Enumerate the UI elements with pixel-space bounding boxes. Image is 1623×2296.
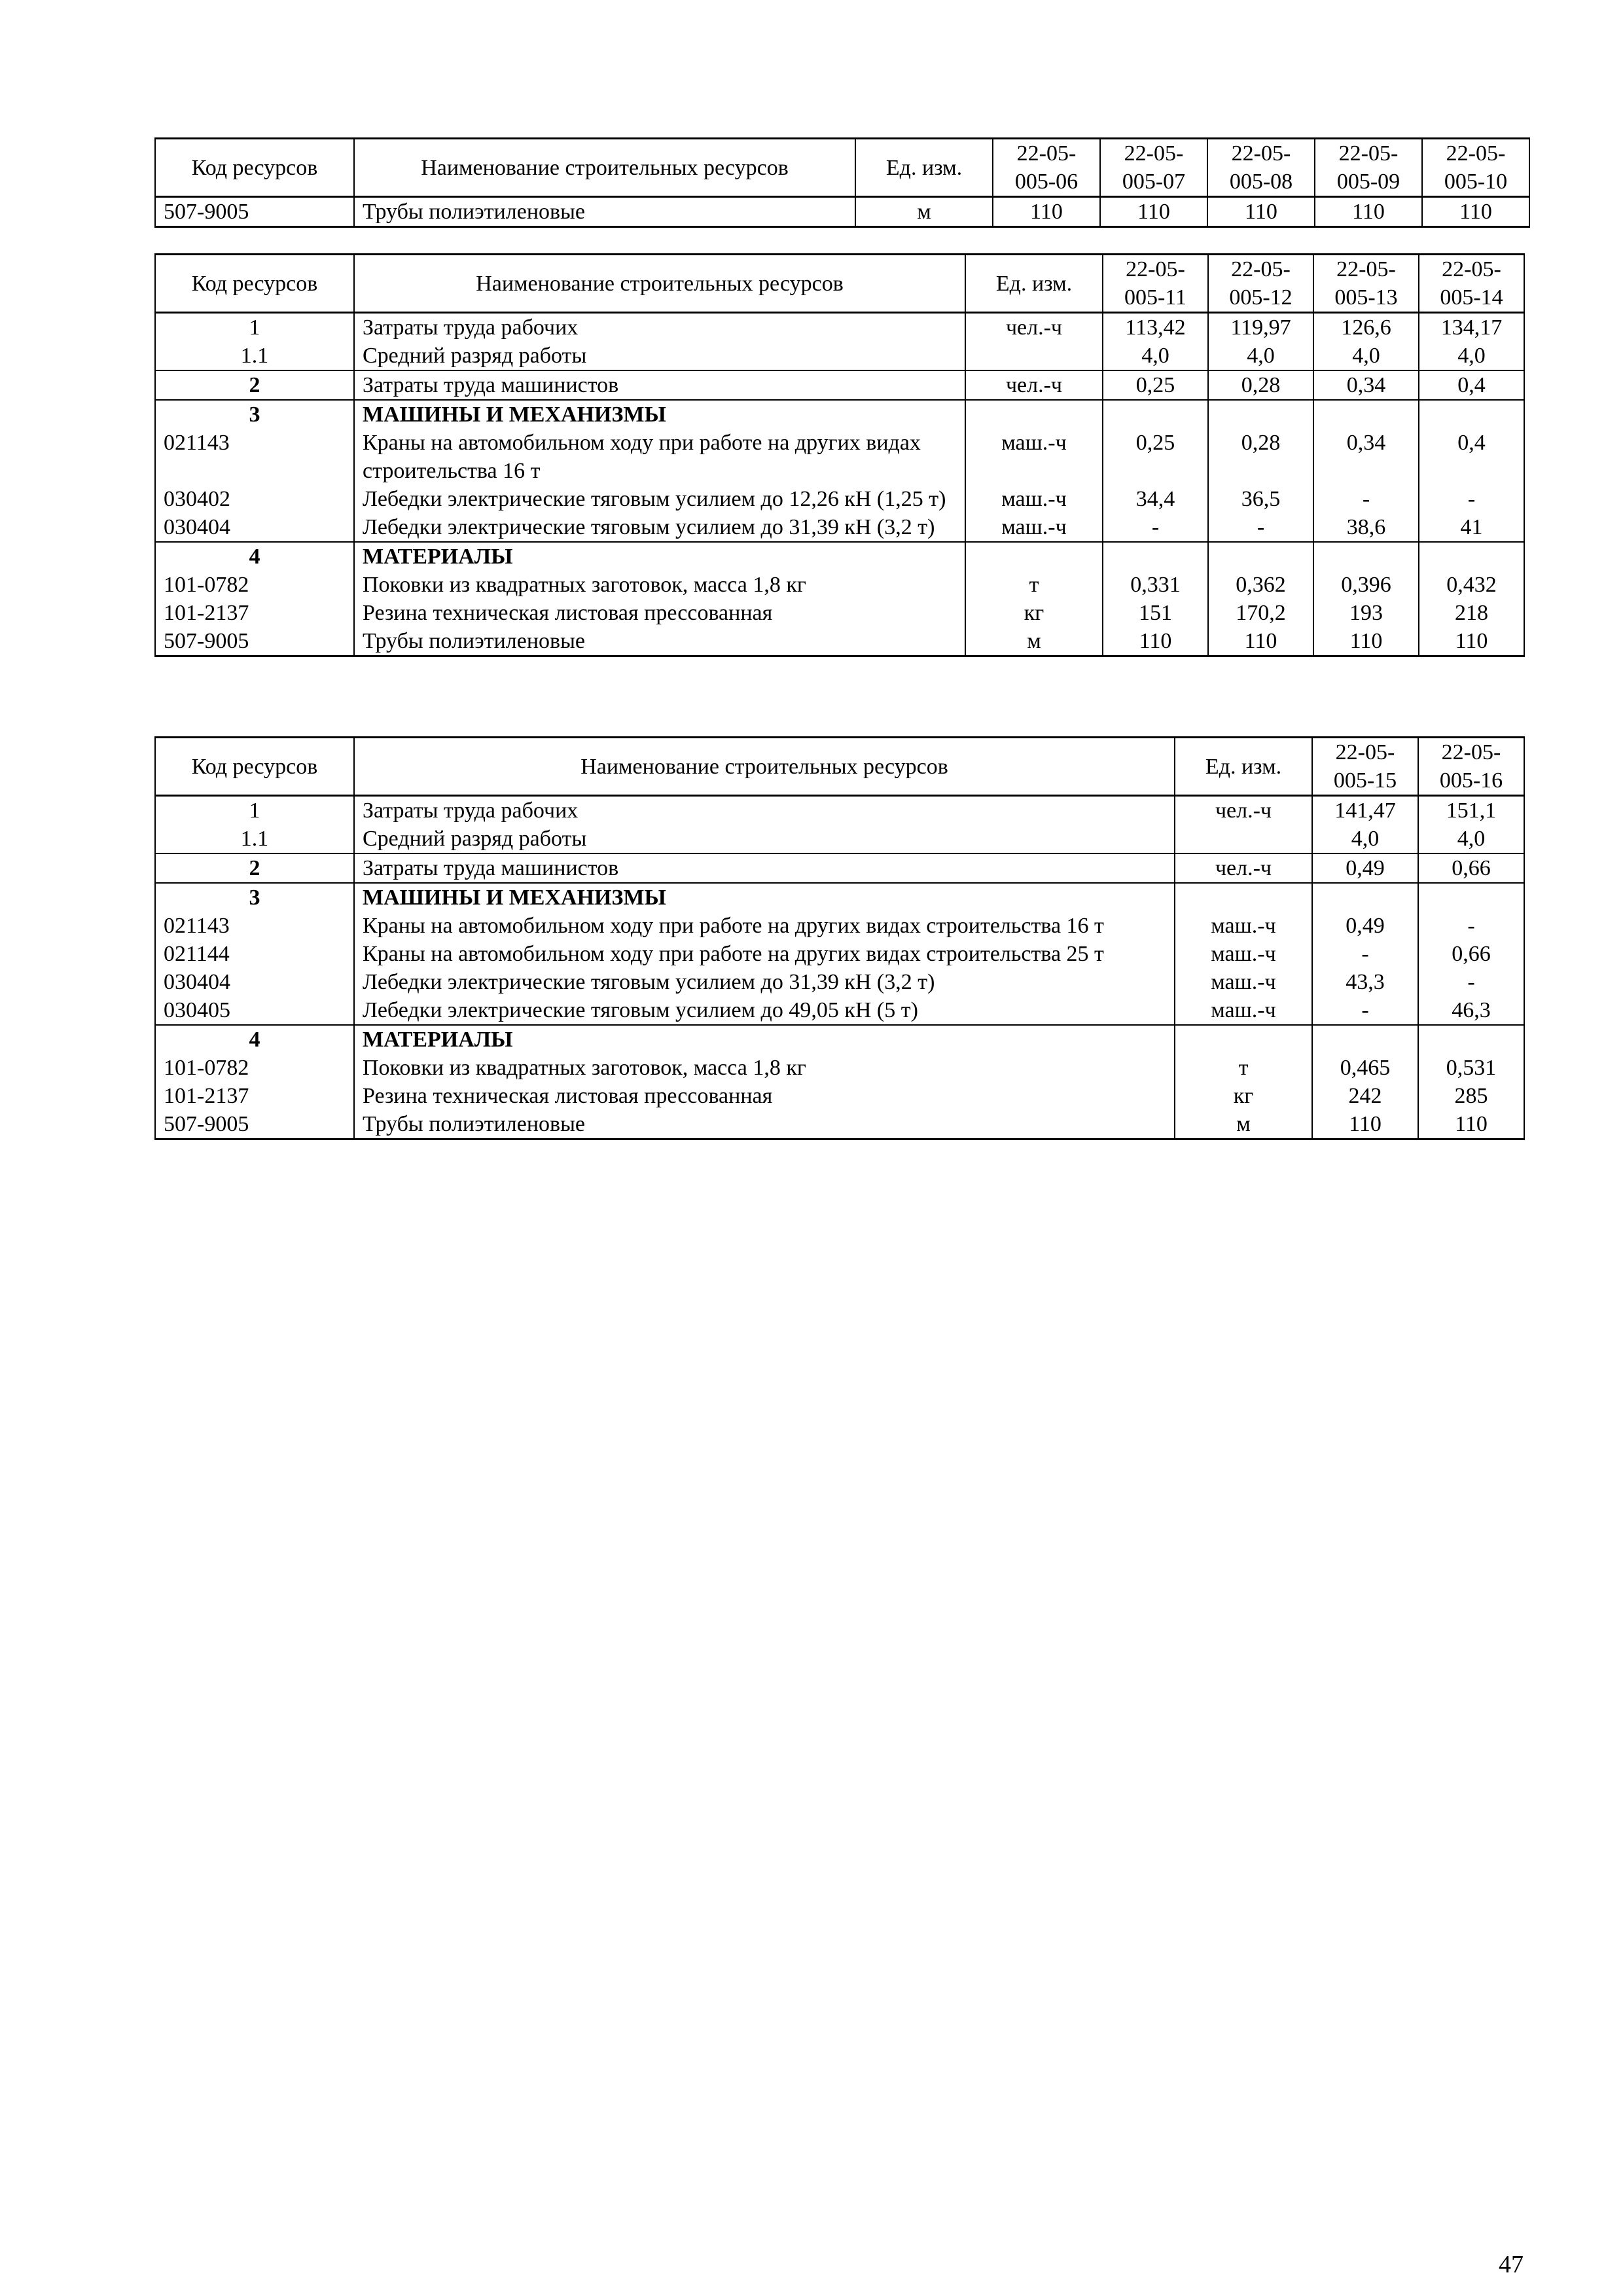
- row-value: 110: [1422, 197, 1529, 227]
- header-unit: Ед. изм.: [1175, 738, 1312, 796]
- row-value: [1419, 400, 1524, 429]
- row-value: 110: [1100, 197, 1207, 227]
- table-row: [155, 796, 1524, 825]
- table-header-row: [155, 738, 1524, 796]
- row-value: -: [1208, 513, 1313, 542]
- header-code: Код ресурсов: [155, 255, 354, 313]
- row-value: 0,28: [1208, 429, 1313, 485]
- table-row: [155, 599, 1524, 627]
- table-row: [155, 1110, 1524, 1139]
- resource-table-3: [154, 736, 1525, 1140]
- row-code: 030405: [155, 996, 354, 1025]
- row-code: 021144: [155, 940, 354, 968]
- row-value: 0,432: [1419, 571, 1524, 599]
- table-row: [155, 400, 1524, 429]
- row-code: 507-9005: [155, 627, 354, 656]
- row-code: 030404: [155, 513, 354, 542]
- row-unit: маш.-ч: [965, 513, 1103, 542]
- row-name: Резина техническая листовая прессованная: [354, 599, 965, 627]
- row-unit: [1175, 1025, 1312, 1054]
- resource-table-1: [154, 137, 1530, 228]
- row-value: -: [1312, 996, 1418, 1025]
- row-value: 110: [1418, 1110, 1524, 1139]
- row-name: Средний разряд работы: [354, 342, 965, 370]
- row-code: 507-9005: [155, 1110, 354, 1139]
- resource-table-2: [154, 253, 1525, 657]
- row-code: 101-0782: [155, 571, 354, 599]
- table-row: [155, 825, 1524, 853]
- row-unit: маш.-ч: [1175, 968, 1312, 996]
- row-value: 0,66: [1418, 853, 1524, 883]
- table-row: [155, 996, 1524, 1025]
- row-name: Поковки из квадратных заготовок, масса 1,8 кг: [354, 1054, 1175, 1082]
- header-col: 22-05- 005-14: [1419, 255, 1524, 313]
- row-value: -: [1312, 940, 1418, 968]
- header-col: 22-05- 005-06: [993, 139, 1100, 197]
- row-value: [1313, 542, 1419, 571]
- row-name: Лебедки электрические тяговым усилием до 12,26 кН (1,25 т): [354, 485, 965, 513]
- row-value: 41: [1419, 513, 1524, 542]
- row-value: [1313, 400, 1419, 429]
- row-unit: маш.-ч: [1175, 996, 1312, 1025]
- row-value: -: [1103, 513, 1208, 542]
- row-code: 101-0782: [155, 1054, 354, 1082]
- row-unit: чел.-ч: [965, 370, 1103, 400]
- row-value: 34,4: [1103, 485, 1208, 513]
- row-value: [1418, 1025, 1524, 1054]
- row-value: 0,25: [1103, 370, 1208, 400]
- row-value: 36,5: [1208, 485, 1313, 513]
- row-unit: маш.-ч: [965, 429, 1103, 485]
- row-value: 110: [1419, 627, 1524, 656]
- row-code: 1.1: [155, 342, 354, 370]
- row-value: 110: [1207, 197, 1315, 227]
- row-value: 170,2: [1208, 599, 1313, 627]
- row-value: 110: [1315, 197, 1422, 227]
- header-code: Код ресурсов: [155, 738, 354, 796]
- row-value: 126,6: [1313, 313, 1419, 342]
- table-row: [155, 342, 1524, 370]
- row-value: [1208, 542, 1313, 571]
- row-value: 0,465: [1312, 1054, 1418, 1082]
- table-row: [155, 485, 1524, 513]
- row-value: 141,47: [1312, 796, 1418, 825]
- table-row: [155, 1054, 1524, 1082]
- page-number: 47: [1499, 2251, 1524, 2278]
- row-value: 242: [1312, 1082, 1418, 1110]
- row-value: [1103, 400, 1208, 429]
- header-col: 22-05- 005-08: [1207, 139, 1315, 197]
- header-name: Наименование строительных ресурсов: [354, 139, 855, 197]
- table-row: [155, 197, 1529, 227]
- row-value: [1103, 542, 1208, 571]
- row-unit: м: [965, 627, 1103, 656]
- row-value: 4,0: [1418, 825, 1524, 853]
- table-row: [155, 1025, 1524, 1054]
- table-row: [155, 429, 1524, 485]
- row-value: [1312, 1025, 1418, 1054]
- row-unit: [965, 400, 1103, 429]
- header-col: 22-05- 005-10: [1422, 139, 1529, 197]
- row-unit: кг: [965, 599, 1103, 627]
- row-name: Лебедки электрические тяговым усилием до 31,39 кН (3,2 т): [354, 968, 1175, 996]
- row-name: Трубы полиэтиленовые: [354, 627, 965, 656]
- row-value: 4,0: [1312, 825, 1418, 853]
- row-code: 101-2137: [155, 599, 354, 627]
- row-value: 4,0: [1313, 342, 1419, 370]
- section-title: МАШИНЫ И МЕХАНИЗМЫ: [354, 400, 965, 429]
- row-unit: чел.-ч: [965, 313, 1103, 342]
- row-value: 134,17: [1419, 313, 1524, 342]
- row-value: -: [1418, 912, 1524, 940]
- table-row: [155, 513, 1524, 542]
- table-row: [155, 940, 1524, 968]
- row-name: Поковки из квадратных заготовок, масса 1,8 кг: [354, 571, 965, 599]
- table-row: [155, 313, 1524, 342]
- row-name: Краны на автомобильном ходу при работе на других видах строительства 16 т: [354, 912, 1175, 940]
- row-name: Затраты труда машинистов: [354, 370, 965, 400]
- header-col: 22-05- 005-09: [1315, 139, 1422, 197]
- row-code: 2: [155, 370, 354, 400]
- row-value: 0,4: [1419, 429, 1524, 485]
- row-name: Средний разряд работы: [354, 825, 1175, 853]
- row-code: 021143: [155, 912, 354, 940]
- row-value: 0,28: [1208, 370, 1313, 400]
- row-code: 3: [155, 883, 354, 912]
- table-row: [155, 853, 1524, 883]
- row-value: [1418, 883, 1524, 912]
- table-header-row: [155, 255, 1524, 313]
- table-row: [155, 912, 1524, 940]
- row-code: 021143: [155, 429, 354, 485]
- table-row: [155, 968, 1524, 996]
- row-unit: м: [855, 197, 993, 227]
- row-unit: маш.-ч: [965, 485, 1103, 513]
- row-value: -: [1419, 485, 1524, 513]
- row-value: -: [1418, 968, 1524, 996]
- row-code: 4: [155, 1025, 354, 1054]
- row-value: 46,3: [1418, 996, 1524, 1025]
- header-name: Наименование строительных ресурсов: [354, 255, 965, 313]
- row-value: [1208, 400, 1313, 429]
- header-unit: Ед. изм.: [965, 255, 1103, 313]
- header-col: 22-05- 005-11: [1103, 255, 1208, 313]
- row-value: 110: [1208, 627, 1313, 656]
- row-value: 110: [1103, 627, 1208, 656]
- table-row: [155, 571, 1524, 599]
- row-value: 113,42: [1103, 313, 1208, 342]
- header-unit: Ед. изм.: [855, 139, 993, 197]
- row-name: Лебедки электрические тяговым усилием до 49,05 кН (5 т): [354, 996, 1175, 1025]
- row-unit: чел.-ч: [1175, 853, 1312, 883]
- row-value: 0,34: [1313, 370, 1419, 400]
- row-unit: [965, 542, 1103, 571]
- table-row: [155, 627, 1524, 656]
- row-value: 43,3: [1312, 968, 1418, 996]
- row-name: Трубы полиэтиленовые: [354, 1110, 1175, 1139]
- header-code: Код ресурсов: [155, 139, 354, 197]
- row-value: 0,396: [1313, 571, 1419, 599]
- row-unit: чел.-ч: [1175, 796, 1312, 825]
- row-value: 151,1: [1418, 796, 1524, 825]
- row-value: 0,331: [1103, 571, 1208, 599]
- row-name: Затраты труда рабочих: [354, 796, 1175, 825]
- row-value: 0,362: [1208, 571, 1313, 599]
- row-code: 3: [155, 400, 354, 429]
- header-col: 22-05- 005-15: [1312, 738, 1418, 796]
- row-name: Краны на автомобильном ходу при работе на других видах строительства 16 т: [354, 429, 965, 485]
- row-code: 4: [155, 542, 354, 571]
- row-value: 0,25: [1103, 429, 1208, 485]
- header-name: Наименование строительных ресурсов: [354, 738, 1175, 796]
- row-value: 0,66: [1418, 940, 1524, 968]
- row-value: [1419, 542, 1524, 571]
- row-code: 1.1: [155, 825, 354, 853]
- row-value: 4,0: [1208, 342, 1313, 370]
- row-unit: [965, 342, 1103, 370]
- header-col: 22-05- 005-16: [1418, 738, 1524, 796]
- row-unit: [1175, 825, 1312, 853]
- row-unit: [1175, 883, 1312, 912]
- row-value: 110: [1313, 627, 1419, 656]
- row-value: 4,0: [1103, 342, 1208, 370]
- table-row: [155, 883, 1524, 912]
- row-code: 507-9005: [155, 197, 354, 227]
- row-value: 110: [993, 197, 1100, 227]
- row-value: 119,97: [1208, 313, 1313, 342]
- table-row: [155, 370, 1524, 400]
- row-name: Резина техническая листовая прессованная: [354, 1082, 1175, 1110]
- row-code: 1: [155, 313, 354, 342]
- row-value: 38,6: [1313, 513, 1419, 542]
- row-unit: т: [965, 571, 1103, 599]
- row-name: Трубы полиэтиленовые: [354, 197, 855, 227]
- row-value: 110: [1312, 1110, 1418, 1139]
- row-name: Краны на автомобильном ходу при работе на других видах строительства 25 т: [354, 940, 1175, 968]
- row-code: 1: [155, 796, 354, 825]
- row-value: 0,531: [1418, 1054, 1524, 1082]
- row-unit: маш.-ч: [1175, 940, 1312, 968]
- row-value: 218: [1419, 599, 1524, 627]
- row-unit: м: [1175, 1110, 1312, 1139]
- row-value: 193: [1313, 599, 1419, 627]
- row-code: 2: [155, 853, 354, 883]
- row-code: 030404: [155, 968, 354, 996]
- section-title: МАТЕРИАЛЫ: [354, 1025, 1175, 1054]
- header-col: 22-05- 005-12: [1208, 255, 1313, 313]
- section-title: МАТЕРИАЛЫ: [354, 542, 965, 571]
- table-row: [155, 1082, 1524, 1110]
- row-value: 285: [1418, 1082, 1524, 1110]
- row-name: Затраты труда машинистов: [354, 853, 1175, 883]
- header-col: 22-05- 005-13: [1313, 255, 1419, 313]
- table-header-row: [155, 139, 1529, 197]
- row-unit: кг: [1175, 1082, 1312, 1110]
- row-value: 4,0: [1419, 342, 1524, 370]
- row-name: Лебедки электрические тяговым усилием до 31,39 кН (3,2 т): [354, 513, 965, 542]
- row-code: 030402: [155, 485, 354, 513]
- row-value: 0,49: [1312, 912, 1418, 940]
- row-name: Затраты труда рабочих: [354, 313, 965, 342]
- section-title: МАШИНЫ И МЕХАНИЗМЫ: [354, 883, 1175, 912]
- row-value: -: [1313, 485, 1419, 513]
- row-value: [1312, 883, 1418, 912]
- table-row: [155, 542, 1524, 571]
- row-value: 0,49: [1312, 853, 1418, 883]
- row-value: 0,4: [1419, 370, 1524, 400]
- header-col: 22-05- 005-07: [1100, 139, 1207, 197]
- row-value: 0,34: [1313, 429, 1419, 485]
- row-unit: маш.-ч: [1175, 912, 1312, 940]
- row-code: 101-2137: [155, 1082, 354, 1110]
- row-value: 151: [1103, 599, 1208, 627]
- row-unit: т: [1175, 1054, 1312, 1082]
